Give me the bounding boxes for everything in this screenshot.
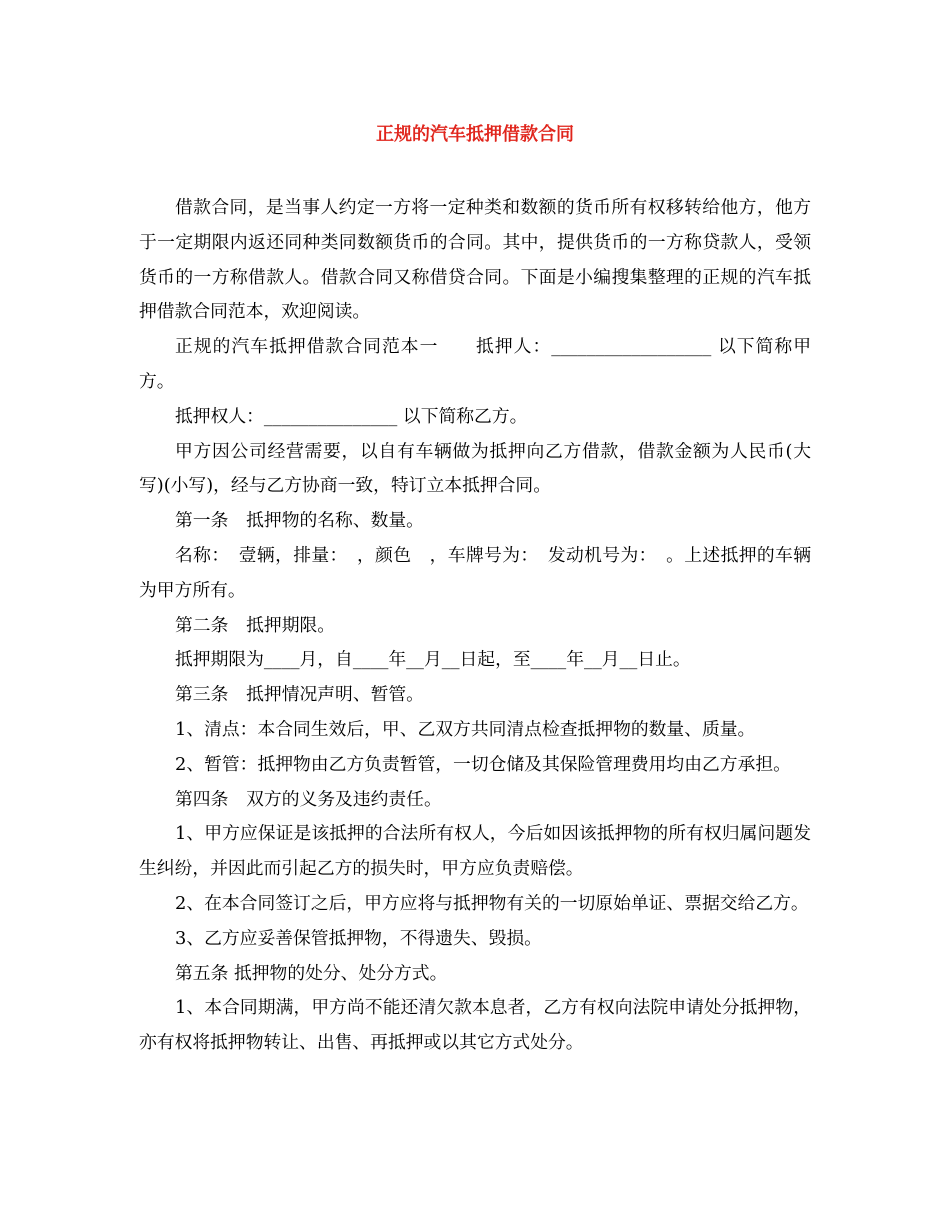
article-3-item-1: 1、清点：本合同生效后，甲、乙双方共同清点检查抵押物的数量、质量。: [175, 718, 756, 740]
article-5-heading: 第五条 抵押物的处分、处分方式。: [175, 962, 448, 984]
article-4-item-3: 3、乙方应妥善保管抵押物，不得遗失、毁损。: [175, 927, 542, 949]
paragraph-purpose: 甲方因公司经营需要，以自有车辆做为抵押向乙方借款，借款金额为人民币(大写)(小写)，经与乙方协商一致，特订立本抵押合同。: [139, 440, 811, 497]
paragraph-mortgagor: 正规的汽车抵押借款合同范本一 抵押人：__________________ 以下简称甲方。: [139, 336, 811, 392]
article-4-heading: 第四条 双方的义务及违约责任。: [175, 788, 442, 810]
article-1-heading: 第一条 抵押物的名称、数量。: [175, 510, 424, 532]
article-2-content: 抵押期限为____月，自____年__月__日起，至____年__月__日止。: [175, 649, 691, 671]
paragraph-intro: 借款合同，是当事人约定一方将一定种类和数额的货币所有权移转给他方，他方于一定期限内返还同种类同数额货币的合同。其中，提供货币的一方称贷款人，受领货币的一方称借款人。借款合同又称借贷合同。下面是小编搜集整理的正规的汽车抵押借款合同范本，欢迎阅读。: [139, 197, 811, 323]
article-3-item-2: 2、暂管：抵押物由乙方负责暂管，一切仓储及其保险管理费用均由乙方承担。: [175, 753, 791, 775]
article-2-heading: 第二条 抵押期限。: [175, 614, 336, 636]
article-1-content: 名称： 壹辆，排量： ，颜色 ，车牌号为： 发动机号为： 。上述抵押的车辆为甲方所有。: [139, 544, 811, 601]
article-3-heading: 第三条 抵押情况声明、暂管。: [175, 684, 424, 706]
article-5-item-1: 1、本合同期满，甲方尚不能还清欠款本息者，乙方有权向法院申请处分抵押物，亦有权将抵押物转让、出售、再抵押或以其它方式处分。: [139, 997, 811, 1054]
article-4-item-2: 2、在本合同签订之后，甲方应将与抵押物有关的一切原始单证、票据交给乙方。: [175, 892, 809, 914]
document-title: 正规的汽车抵押借款合同: [376, 124, 574, 145]
paragraph-mortgagee: 抵押权人：_______________ 以下简称乙方。: [175, 405, 528, 427]
article-4-item-1: 1、甲方应保证是该抵押的合法所有权人，今后如因该抵押物的所有权归属问题发生纠纷，并因此而引起乙方的损失时，甲方应负责赔偿。: [139, 823, 811, 880]
document-body: [139, 191, 811, 1061]
